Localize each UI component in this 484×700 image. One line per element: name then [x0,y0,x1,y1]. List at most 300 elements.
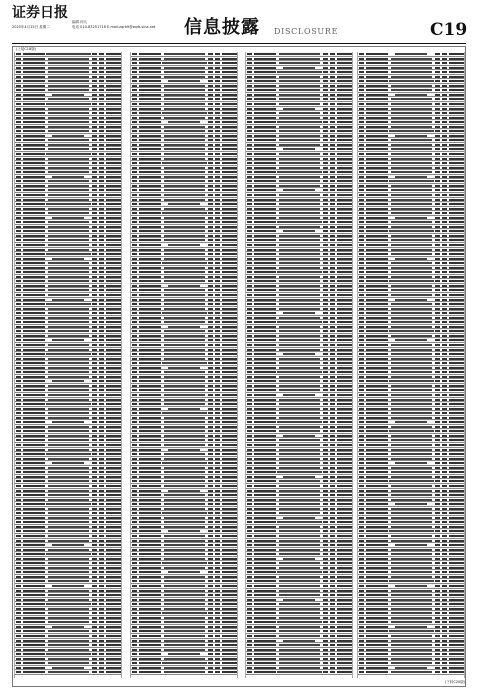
table-cell [23,667,45,669]
table-cell [247,558,252,560]
table-cell [48,389,89,391]
table-cell [323,217,328,219]
table-cell [139,185,161,187]
table-cell [99,239,104,241]
table-cell [208,640,213,642]
table-cell [337,385,352,387]
table-cell [391,285,432,287]
table-cell [442,512,447,514]
table-cell [139,649,161,651]
table-cell [139,426,161,428]
table-cell [23,617,45,619]
table-cell [23,453,45,455]
table-cell [215,189,220,191]
table-cell [366,180,388,182]
table-cell [106,480,121,482]
table-cell [435,439,440,441]
table-cell [222,476,237,478]
table-cell [23,462,45,464]
table-cell [330,339,335,341]
table-cell [330,221,335,223]
table-cell [99,458,104,460]
table-cell [106,230,121,232]
table-cell [449,567,464,569]
table-cell [391,371,432,373]
table-cell [208,499,213,501]
table-cell [208,467,213,469]
table-cell [16,503,21,505]
table-cell [359,176,364,178]
table-cell [132,362,137,364]
table-cell [106,330,121,332]
table-cell [139,326,161,328]
table-cell [366,394,388,396]
table-cell [48,71,89,73]
table-cell [23,185,45,187]
table-cell [139,385,161,387]
table-cell [391,426,432,428]
table-cell [48,308,89,310]
table-cell [277,621,322,623]
table-cell [330,530,335,532]
table-cell [215,53,220,55]
table-cell [337,71,352,73]
table-cell [139,353,161,355]
table-cell [139,144,161,146]
table-cell [330,558,335,560]
table-cell [92,335,97,337]
table-cell [323,567,328,569]
table-cell [391,640,432,642]
table-cell [279,603,320,605]
table-cell [16,399,21,401]
table-cell [16,230,21,232]
table-cell [106,62,121,64]
table-cell [92,499,97,501]
table-cell [442,144,447,146]
table-cell [164,494,205,496]
table-cell [323,89,328,91]
table-cell [366,630,388,632]
table-cell [222,621,237,623]
table-cell [222,421,237,423]
table-cell [391,262,432,264]
table-cell [366,62,388,64]
table-cell [16,590,21,592]
table-cell [435,253,440,255]
table-cell [208,98,213,100]
table-cell [168,203,200,205]
table-cell [435,330,440,332]
table-cell [442,162,447,164]
table-cell [254,467,276,469]
table-cell [99,158,104,160]
table-cell [99,403,104,405]
table-cell [254,58,276,60]
table-cell [254,230,276,232]
table-cell [323,667,328,669]
table-cell [279,85,320,87]
table-cell [279,358,320,360]
table-cell [359,417,364,419]
table-cell [366,594,388,596]
table-cell [23,671,45,673]
table-cell [162,162,207,164]
table-cell [92,576,97,578]
table-cell [164,417,205,419]
table-cell [435,612,440,614]
table-cell [48,276,89,278]
table-cell [215,253,220,255]
table-cell [442,490,447,492]
table-cell [279,512,320,514]
table-cell [16,562,21,564]
table-cell [215,576,220,578]
table-cell [254,603,276,605]
table-cell [99,417,104,419]
table-cell [254,62,276,64]
table-cell [208,180,213,182]
table-cell [366,480,388,482]
table-cell [337,626,352,628]
table-cell [391,467,432,469]
table-cell [254,490,276,492]
table-cell [449,608,464,610]
table-cell [106,399,121,401]
table-cell [139,553,161,555]
table-cell [222,658,237,660]
table-cell [132,62,137,64]
table-cell [132,167,137,169]
table-cell [391,399,432,401]
table-cell [359,162,364,164]
table-cell [164,249,205,251]
table-cell [323,62,328,64]
table-cell [48,58,89,60]
table-cell [99,630,104,632]
table-cell [279,635,320,637]
table-cell [99,94,104,96]
table-cell [92,435,97,437]
table-cell [222,426,237,428]
table-cell [442,167,447,169]
table-cell [132,135,137,137]
table-cell [164,271,205,273]
table-cell [132,403,137,405]
table-cell [247,544,252,546]
table-cell [359,153,364,155]
table-cell [132,180,137,182]
table-cell [23,408,45,410]
table-cell [99,408,104,410]
table-cell [337,358,352,360]
table-cell [279,98,320,100]
table-cell [132,112,137,114]
table-cell [92,76,97,78]
table-cell [132,376,137,378]
table-cell [247,535,252,537]
table-cell [215,594,220,596]
table-cell [247,162,252,164]
table-cell [279,439,320,441]
table-cell [337,530,352,532]
table-cell [391,58,432,60]
table-cell [254,271,276,273]
table-cell [139,117,161,119]
table-cell [16,271,21,273]
table-cell [449,135,464,137]
table-cell [449,253,464,255]
table-cell [139,485,161,487]
table-cell [222,553,237,555]
table-cell [435,530,440,532]
table-cell [208,58,213,60]
table-cell [222,667,237,669]
table-cell [48,208,89,210]
table-cell [139,512,161,514]
table-cell [52,299,84,301]
table-cell [222,403,237,405]
table-cell [247,608,252,610]
table-cell [106,458,121,460]
table-cell [442,458,447,460]
table-cell [449,317,464,319]
page-header [0,0,484,46]
table-cell [23,567,45,569]
table-cell [254,153,276,155]
table-cell [247,94,252,96]
table-cell [359,385,364,387]
table-cell [106,608,121,610]
table-cell [208,303,213,305]
table-cell [442,540,447,542]
table-cell [337,549,352,551]
table-cell [366,299,388,301]
table-cell [389,280,434,282]
table-cell [16,67,21,69]
table-cell [139,76,161,78]
table-cell [164,53,205,55]
table-cell [330,180,335,182]
table-cell [330,580,335,582]
table-cell [208,335,213,337]
table-cell [449,462,464,464]
table-cell [323,585,328,587]
table-cell [132,494,137,496]
table-cell [391,194,432,196]
table-cell [323,558,328,560]
table-cell [442,453,447,455]
table-cell [106,430,121,432]
table-cell [247,585,252,587]
table-cell [391,599,432,601]
table-cell [395,462,427,464]
table-cell [164,435,205,437]
table-cell [330,103,335,105]
table-cell [106,117,121,119]
table-cell [16,389,21,391]
table-cell [247,421,252,423]
table-cell [254,453,276,455]
table-cell [106,671,121,673]
table-cell [435,671,440,673]
table-cell [337,449,352,451]
table-cell [23,230,45,232]
table-cell [442,139,447,141]
table-cell [48,185,89,187]
table-cell [92,67,97,69]
table-cell [442,376,447,378]
table-cell [337,585,352,587]
table-cell [46,103,91,105]
table-cell [222,585,237,587]
table-cell [164,76,205,78]
table-cell [92,103,97,105]
table-cell [323,462,328,464]
table-cell [23,380,45,382]
table-cell [366,221,388,223]
table-cell [139,199,161,201]
table-cell [366,503,388,505]
table-cell [323,167,328,169]
table-cell [337,80,352,82]
table-cell [359,244,364,246]
table-cell [359,408,364,410]
table-cell [435,280,440,282]
table-cell [247,176,252,178]
table-cell [435,430,440,432]
table-cell [247,262,252,264]
table-cell [254,226,276,228]
table-cell [391,67,432,69]
table-cell [162,412,207,414]
table-cell [132,103,137,105]
table-cell [366,258,388,260]
table-cell [395,421,427,423]
table-cell [99,667,104,669]
table-cell [247,462,252,464]
table-cell [330,403,335,405]
table-cell [391,567,432,569]
table-cell [106,476,121,478]
table-cell [168,80,200,82]
table-cell [208,653,213,655]
table-cell [16,417,21,419]
table-cell [330,271,335,273]
table-cell [23,644,45,646]
table-cell [23,221,45,223]
table-cell [139,262,161,264]
table-cell [279,276,320,278]
table-cell [132,76,137,78]
table-cell [164,94,205,96]
table-cell [254,362,276,364]
table-cell [323,426,328,428]
table-cell [16,576,21,578]
table-cell [330,467,335,469]
table-cell [330,471,335,473]
table-cell [323,630,328,632]
table-cell [442,571,447,573]
table-cell [366,362,388,364]
table-cell [139,444,161,446]
table-cell [208,535,213,537]
table-cell [359,590,364,592]
table-cell [139,467,161,469]
table-cell [99,299,104,301]
table-cell [330,358,335,360]
table-cell [48,349,89,351]
table-cell [139,203,161,205]
table-cell [330,285,335,287]
table-cell [391,389,432,391]
table-cell [254,608,276,610]
table-cell [337,649,352,651]
table-cell [16,521,21,523]
table-cell [330,435,335,437]
table-cell [164,117,205,119]
table-cell [48,312,89,314]
table-cell [92,289,97,291]
table-cell [359,467,364,469]
table-cell [16,180,21,182]
table-cell [48,317,89,319]
table-cell [222,576,237,578]
table-cell [449,508,464,510]
table-cell [208,139,213,141]
table-cell [323,335,328,337]
table-cell [139,94,161,96]
table-cell [106,649,121,651]
table-cell [162,612,207,614]
table-cell [449,144,464,146]
table-cell [139,576,161,578]
table-cell [391,576,432,578]
table-cell [366,185,388,187]
table-cell [442,303,447,305]
table-cell [330,658,335,660]
table-cell [164,540,205,542]
table-cell [442,203,447,205]
table-cell [208,208,213,210]
table-cell [208,417,213,419]
table-cell [215,580,220,582]
table-cell [366,267,388,269]
table-cell [92,89,97,91]
table-cell [366,590,388,592]
table-cell [106,108,121,110]
table-cell [359,626,364,628]
table-cell [106,167,121,169]
table-cell [366,71,388,73]
table-cell [330,117,335,119]
table-cell [106,358,121,360]
table-cell [99,376,104,378]
table-cell [391,412,432,414]
table-cell [215,239,220,241]
table-cell [337,108,352,110]
table-cell [215,462,220,464]
table-cell [247,53,252,55]
table-cell [442,385,447,387]
table-cell [359,135,364,137]
table-cell [222,371,237,373]
table-cell [99,280,104,282]
table-cell [132,253,137,255]
table-cell [208,153,213,155]
table-cell [164,335,205,337]
table-cell [164,558,205,560]
